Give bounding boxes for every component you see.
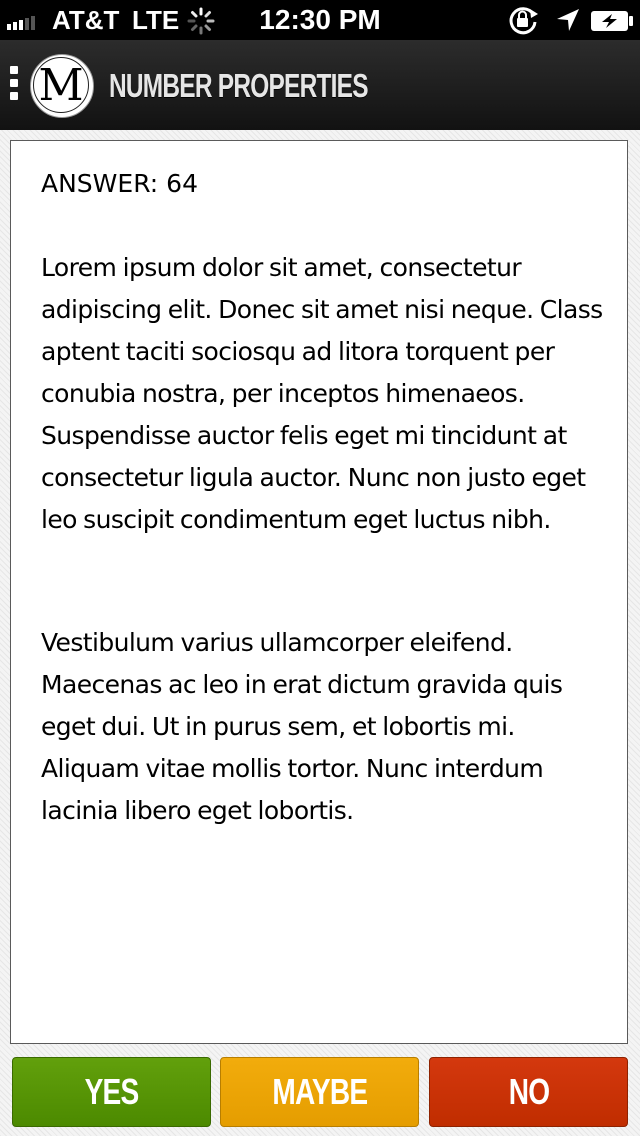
no-button-label: NO [508,1071,549,1112]
carrier-label: AT&T [52,5,120,35]
logo-letter: M [38,60,84,111]
status-bar [0,0,640,40]
location-arrow-icon [556,8,580,32]
rotation-lock-icon [506,5,540,35]
answer-paragraph-1: Lorem ipsum dolor sit amet, consectetur adipiscing elit. Donec sit amet nisi neque. Class aptent taciti sociosqu ad litora torquent per conubia nostra, per inceptos himenaeos. Suspendisse auctor felis eget mi tincidunt at consectetur ligula auctor. Nunc non justo eget leo suscipit condimentum eget luctus nibh. [41,253,603,534]
answer-paragraph-2: Vestibulum varius ullamcorper eleifend. Maecenas ac leo in erat dictum gravida quis eget dui. Ut in purus sem, et lobortis mi. Aliquam vitae mollis tortor. Nunc interdum lacinia libero eget lobortis. [41,628,563,825]
answer-card [10,140,628,1044]
app-logo[interactable] [30,54,94,118]
answer-heading: ANSWER: 64 [41,169,198,198]
yes-button-label: YES [84,1071,139,1112]
no-button[interactable] [429,1057,628,1127]
menu-icon[interactable] [10,66,24,106]
maybe-button[interactable] [220,1057,419,1127]
page-title: NUMBER PROPERTIES [109,67,368,104]
maybe-button-label: MAYBE [272,1071,367,1112]
nav-bar [0,40,640,130]
network-type: LTE [132,5,180,35]
clock: 12:30 PM [259,4,381,35]
yes-button[interactable] [12,1057,211,1127]
battery-charging-icon [590,10,634,32]
